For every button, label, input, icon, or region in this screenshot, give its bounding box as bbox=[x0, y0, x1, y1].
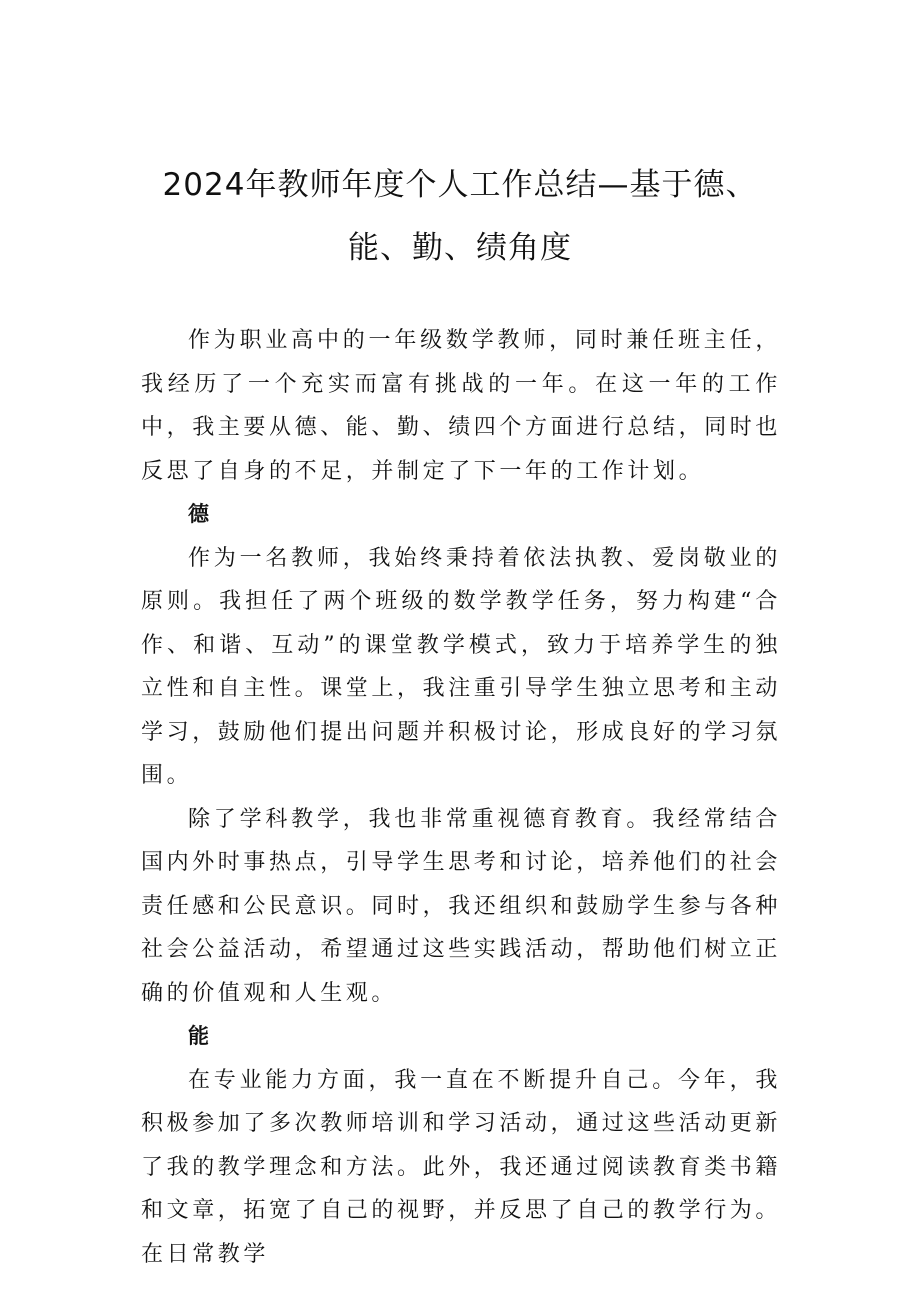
document-title-line-1: 2024年教师年度个人工作总结—基于德、 bbox=[162, 167, 758, 203]
de-paragraph-2: 除了学科教学，我也非常重视德育教育。我经常结合国内外时事热点，引导学生思考和讨论，培养他们的社会责任感和公民意识。同时，我还组织和鼓励学生参与各种社会公益活动，希望通过这些实践活动，帮助他们树立正确的价值观和人生观。 bbox=[141, 806, 782, 1006]
document-body bbox=[141, 319, 781, 1276]
section-heading-neng: 能 bbox=[188, 1024, 209, 1048]
de-paragraph-1: 作为一名教师，我始终秉持着依法执教、爱岗敬业的原则。我担任了两个班级的数学教学任务，努力构建“合作、和谐、互动”的课堂教学模式，致力于培养学生的独立性和自主性。课堂上，我注重引导学生独立思考和主动学习，鼓励他们提出问题并积极讨论，形成良好的学习氛围。 bbox=[141, 545, 782, 788]
section-heading-de: 德 bbox=[188, 502, 209, 526]
neng-paragraph-1: 在专业能力方面，我一直在不断提升自己。今年，我积极参加了多次教师培训和学习活动，通过这些活动更新了我的教学理念和方法。此外，我还通过阅读教育类书籍和文章，拓宽了自己的视野，并反思了自己的教学行为。在日常教学 bbox=[141, 1067, 782, 1267]
intro-paragraph: 作为职业高中的一年级数学教师，同时兼任班主任，我经历了一个充实而富有挑战的一年。在这一年的工作中，我主要从德、能、勤、绩四个方面进行总结，同时也反思了自身的不足，并制定了下一年的工作计划。 bbox=[141, 328, 782, 484]
document-title-line-2: 能、勤、绩角度 bbox=[348, 230, 572, 266]
